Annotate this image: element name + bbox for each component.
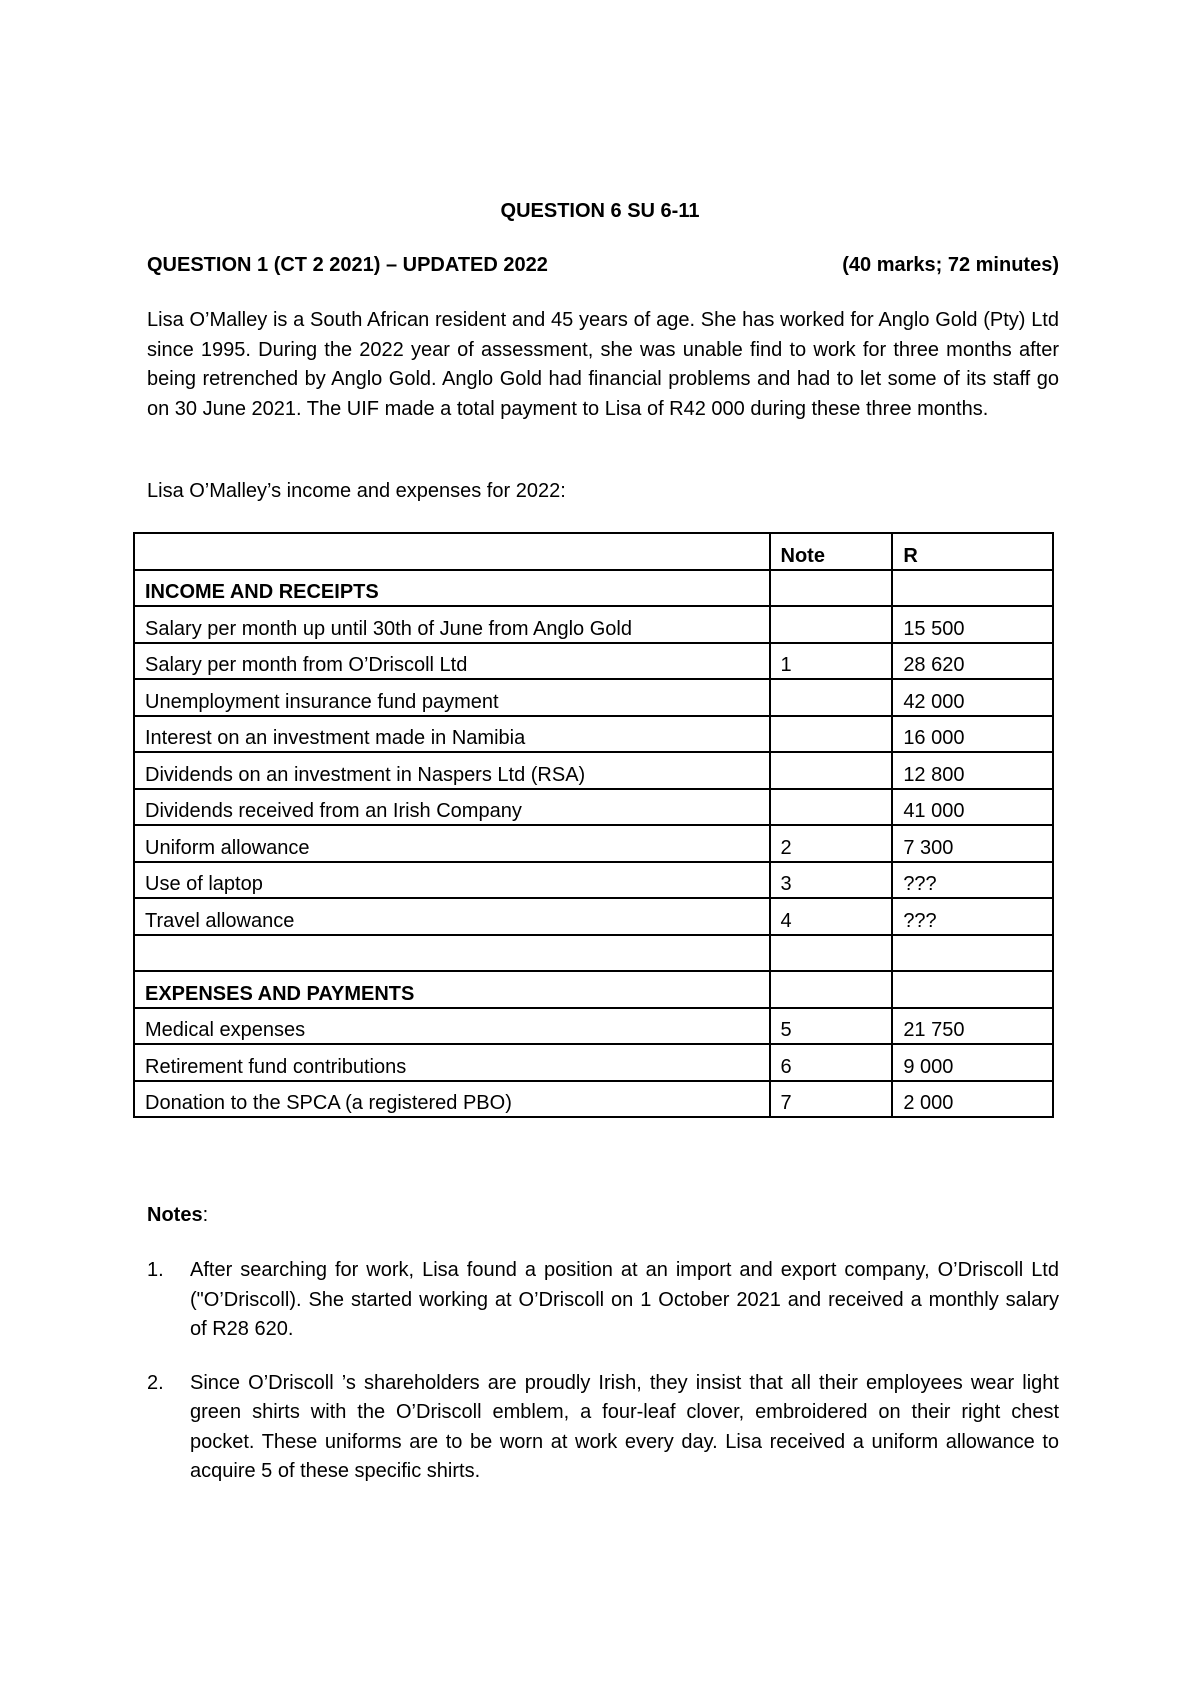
row-label: EXPENSES AND PAYMENTS <box>134 971 770 1008</box>
question-label: QUESTION 1 (CT 2 2021) – UPDATED 2022 <box>147 254 548 276</box>
row-amount: ??? <box>892 898 1053 935</box>
row-label: Uniform allowance <box>134 825 770 862</box>
table-row <box>134 971 1053 1008</box>
notes-title-colon: : <box>202 1204 209 1226</box>
row-amount: 2 000 <box>892 1081 1053 1118</box>
marks-label: (40 marks; 72 minutes) <box>842 254 1059 276</box>
intro-paragraph: Lisa O’Malley is a South African resident and 45 years of age. She has worked for Anglo Gold (Pty) Ltd since 1995. During the 2022 year of assessment, she was unable find to work for three months after being retrenched by Anglo Gold. Anglo Gold had financial problems and had to let some of its staff go on 30 June 2021. The UIF made a total payment to Lisa of R42 000 during these three months. <box>147 309 1059 420</box>
table-row-empty <box>134 935 1053 972</box>
row-note <box>770 716 893 753</box>
row-note: 1 <box>770 643 893 680</box>
table-row <box>134 898 1053 935</box>
table-row <box>134 862 1053 899</box>
row-note <box>770 752 893 789</box>
row-amount: 28 620 <box>892 643 1053 680</box>
table-caption: Lisa O’Malley’s income and expenses for 2022: <box>147 480 566 502</box>
row-amount <box>892 570 1053 607</box>
row-amount: 16 000 <box>892 716 1053 753</box>
row-label: Salary per month up until 30th of June from Anglo Gold <box>134 606 770 643</box>
row-label: Use of laptop <box>134 862 770 899</box>
row-amount: 15 500 <box>892 606 1053 643</box>
note-item <box>147 1369 1059 1487</box>
row-label: Dividends on an investment in Naspers Ltd (RSA) <box>134 752 770 789</box>
row-amount: 9 000 <box>892 1044 1053 1081</box>
row-note: 6 <box>770 1044 893 1081</box>
table-row <box>134 570 1053 607</box>
table-row <box>134 1044 1053 1081</box>
row-label: Medical expenses <box>134 1008 770 1045</box>
note-text: After searching for work, Lisa found a position at an import and export company, O’Driscoll Ltd ("O’Driscoll). She started working at O’Driscoll on 1 October 2021 and received a monthly salary of R28 620. <box>190 1259 1059 1340</box>
row-amount: 12 800 <box>892 752 1053 789</box>
row-label: Retirement fund contributions <box>134 1044 770 1081</box>
table-row <box>134 679 1053 716</box>
table-row <box>134 606 1053 643</box>
row-label: Donation to the SPCA (a registered PBO) <box>134 1081 770 1118</box>
row-note <box>770 679 893 716</box>
table-row <box>134 643 1053 680</box>
row-amount: 41 000 <box>892 789 1053 826</box>
note-number: 2. <box>147 1371 164 1394</box>
table-row <box>134 789 1053 826</box>
row-amount <box>892 935 1053 972</box>
notes-title-text: Notes <box>147 1204 203 1226</box>
row-note: 7 <box>770 1081 893 1118</box>
note-text: Since O’Driscoll ’s shareholders are proudly Irish, they insist that all their employees wear light green shirts with the O’Driscoll emblem, a four-leaf clover, embroidered on their right chest pocket. These uniforms are to be worn at work every day. Lisa received a uniform allowance to acquire 5 of these specific shirts. <box>190 1371 1059 1482</box>
row-note <box>770 789 893 826</box>
header-cell-note: Note <box>770 533 893 570</box>
row-label: Salary per month from O’Driscoll Ltd <box>134 643 770 680</box>
row-note <box>770 570 893 607</box>
row-amount: ??? <box>892 862 1053 899</box>
table-row <box>134 1008 1053 1045</box>
row-amount: 7 300 <box>892 825 1053 862</box>
note-number: 1. <box>147 1259 164 1281</box>
table-row <box>134 716 1053 753</box>
row-label: Interest on an investment made in Namibia <box>134 716 770 753</box>
question-heading <box>147 254 1059 277</box>
notes-title <box>147 1204 208 1227</box>
row-note <box>770 606 893 643</box>
page-title: QUESTION 6 SU 6-11 <box>500 200 700 222</box>
notes-list <box>147 1256 1059 1511</box>
row-note: 2 <box>770 825 893 862</box>
row-label <box>134 935 770 972</box>
row-label: Dividends received from an Irish Company <box>134 789 770 826</box>
table-row <box>134 1081 1053 1118</box>
row-label: Unemployment insurance fund payment <box>134 679 770 716</box>
table-row <box>134 825 1053 862</box>
row-amount: 42 000 <box>892 679 1053 716</box>
table-header-row <box>134 533 1053 570</box>
row-note: 4 <box>770 898 893 935</box>
row-amount: 21 750 <box>892 1008 1053 1045</box>
row-note <box>770 935 893 972</box>
header-cell-amount: R <box>892 533 1053 570</box>
row-label: INCOME AND RECEIPTS <box>134 570 770 607</box>
table-row <box>134 752 1053 789</box>
row-note <box>770 971 893 1008</box>
income-expense-table <box>133 532 1054 1118</box>
row-label: Travel allowance <box>134 898 770 935</box>
note-item <box>147 1256 1059 1345</box>
row-note: 5 <box>770 1008 893 1045</box>
row-note: 3 <box>770 862 893 899</box>
row-amount <box>892 971 1053 1008</box>
header-cell-description <box>134 533 770 570</box>
